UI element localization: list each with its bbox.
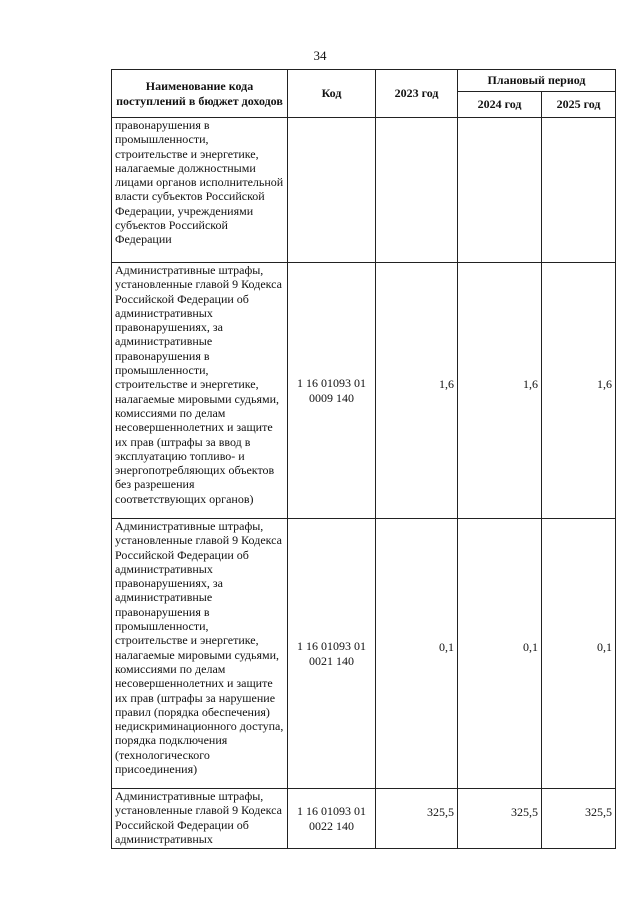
header-name: Наименование кода поступлений в бюджет доходов bbox=[112, 70, 288, 118]
row-2024: 1,6 bbox=[458, 263, 542, 519]
header-code: Код bbox=[288, 70, 376, 118]
row-code: 1 16 01093 01 0021 140 bbox=[288, 519, 376, 789]
row-name: Административные штрафы, установленные главой 9 Кодекса Российской Федерации об административных правонарушениях, за административные правонарушения в промышленности, строительстве и энергетике, налагаемые мировыми судьями, комиссиями по делам несовершеннолетних и защите их прав (штрафы за нарушение правил (порядка обеспечения) недискриминационного доступа, порядка подключения (технологического присоединения) bbox=[112, 519, 288, 789]
header-2024: 2024 год bbox=[458, 92, 542, 118]
header-2023: 2023 год bbox=[376, 70, 458, 118]
table-row bbox=[112, 789, 616, 849]
row-2025: 0,1 bbox=[542, 519, 616, 789]
row-name: правонарушения в промышленности, строительстве и энергетике, налагаемые должностными лицами органов исполнительной власти субъектов Российской Федерации, учреждениями субъектов Российской Федерации bbox=[112, 118, 288, 263]
table-row bbox=[112, 263, 616, 519]
row-2024: 0,1 bbox=[458, 519, 542, 789]
table-row bbox=[112, 118, 616, 263]
row-code: 1 16 01093 01 0009 140 bbox=[288, 263, 376, 519]
budget-revenue-table bbox=[111, 69, 616, 849]
row-2024: 325,5 bbox=[458, 789, 542, 849]
row-2025 bbox=[542, 118, 616, 263]
row-code bbox=[288, 118, 376, 263]
row-2024 bbox=[458, 118, 542, 263]
row-code: 1 16 01093 01 0022 140 bbox=[288, 789, 376, 849]
row-2023: 325,5 bbox=[376, 789, 458, 849]
page-number: 34 bbox=[313, 48, 327, 63]
row-name: Административные штрафы, установленные главой 9 Кодекса Российской Федерации об административных bbox=[112, 789, 288, 849]
header-2025: 2025 год bbox=[542, 92, 616, 118]
row-2023 bbox=[376, 118, 458, 263]
row-name: Административные штрафы, установленные главой 9 Кодекса Российской Федерации об административных правонарушениях, за административные правонарушения в промышленности, строительстве и энергетике, налагаемые мировыми судьями, комиссиями по делам несовершеннолетних и защите их прав (штрафы за ввод в эксплуатацию топливо- и энергопотребляющих объектов без разрешения соответствующих органов) bbox=[112, 263, 288, 519]
row-2025: 325,5 bbox=[542, 789, 616, 849]
row-2023: 0,1 bbox=[376, 519, 458, 789]
table-row bbox=[112, 519, 616, 789]
header-planned-period: Плановый период bbox=[458, 70, 616, 92]
row-2025: 1,6 bbox=[542, 263, 616, 519]
row-2023: 1,6 bbox=[376, 263, 458, 519]
